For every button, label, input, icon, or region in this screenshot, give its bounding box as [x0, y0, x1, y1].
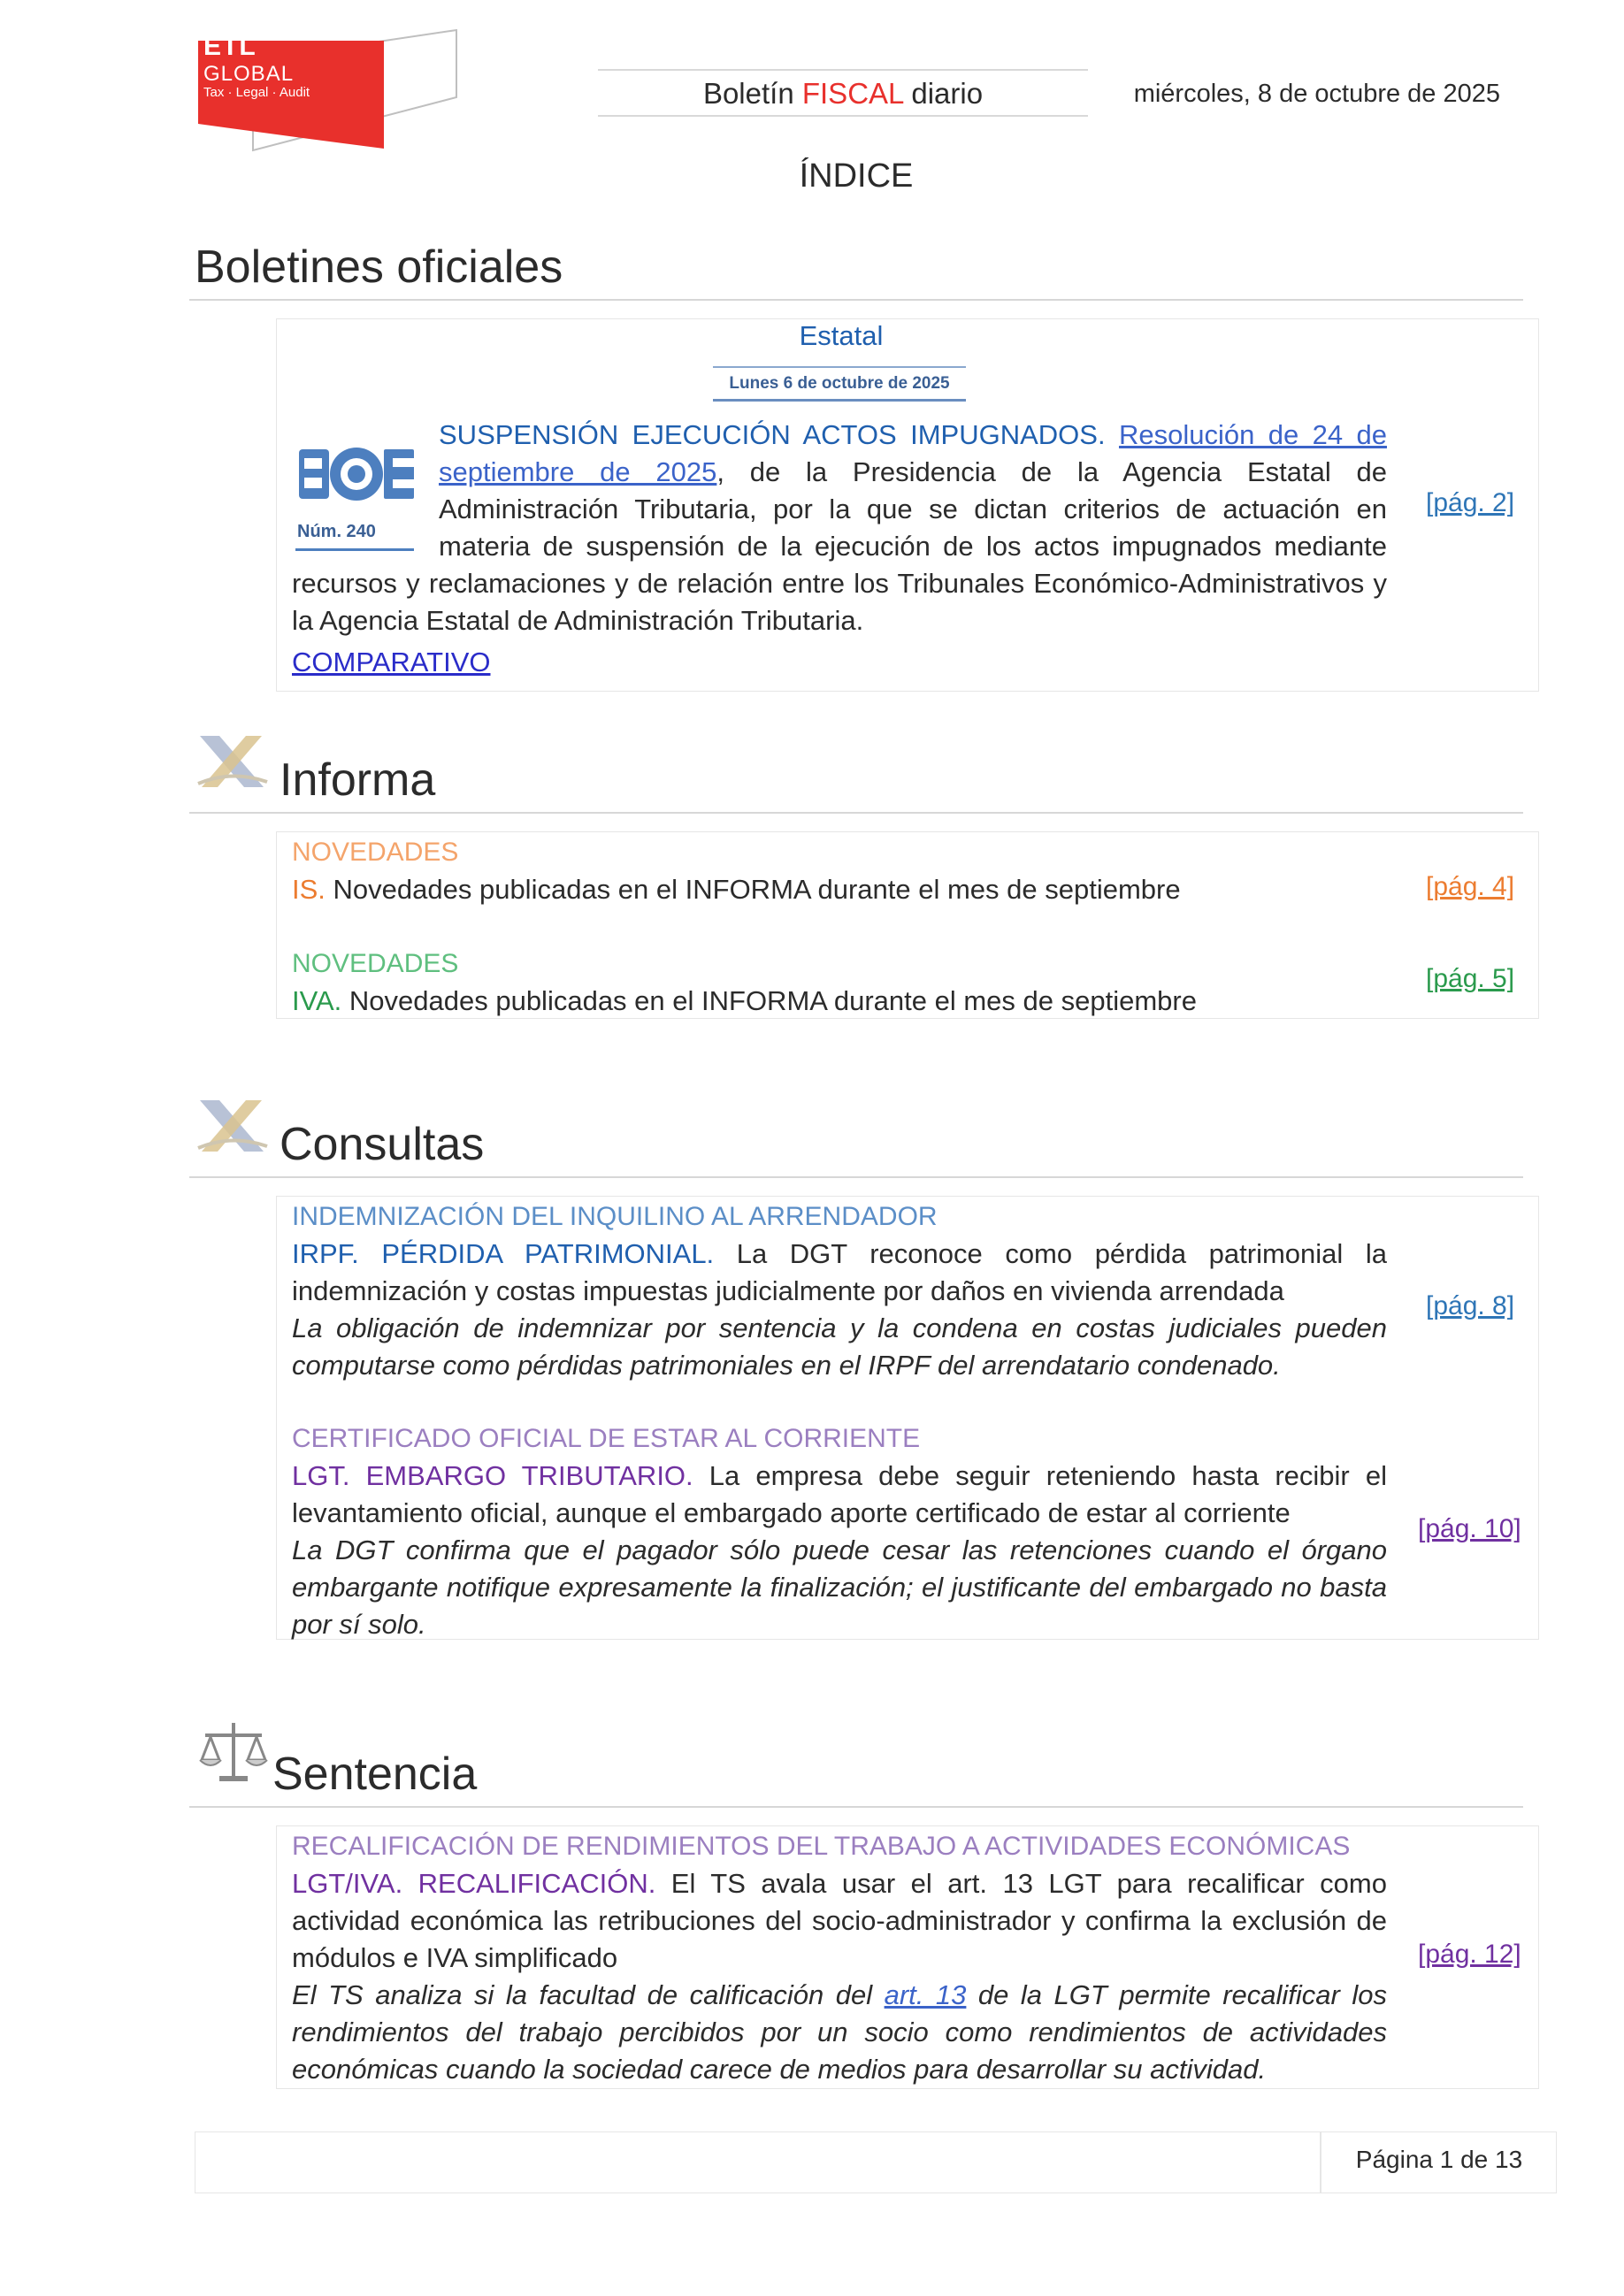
resolucion-link[interactable]: Resolución de 24 de septiembre de 2025	[439, 419, 1387, 487]
item-lead: SUSPENSIÓN EJECUCIÓN ACTOS IMPUGNADOS.	[439, 419, 1106, 450]
informa-item-2: IVA. Novedades publicadas en el INFORMA durante el mes de septiembre	[292, 985, 1197, 1016]
art13-link[interactable]: art. 13	[884, 1979, 967, 2010]
index-title: ÍNDICE	[799, 157, 914, 195]
aeat-icon	[196, 731, 269, 792]
header-date: miércoles, 8 de octubre de 2025	[1133, 80, 1500, 108]
date-badge	[713, 366, 966, 402]
section-rule-consultas	[189, 1176, 1523, 1178]
consultas-lead-1: IRPF. PÉRDIDA PATRIMONIAL.	[292, 1238, 715, 1269]
consultas-category-2: CERTIFICADO OFICIAL DE ESTAR AL CORRIENTE	[292, 1424, 921, 1453]
consultas-category-1: INDEMNIZACIÓN DEL INQUILINO AL ARRENDADOR	[292, 1202, 938, 1231]
consultas-item-1: IRPF. PÉRDIDA PATRIMONIAL. La DGT reconoce como pérdida patrimonial la indemnización y costas impuestas judicialmente por daños en vivienda arrendada La obligación de indemnizar por sentencia y la condena en costas judiciales pueden computarse como pérdidas patrimoniales en el IRPF del arrendatario condenado.	[292, 1236, 1387, 1384]
boe-number: Núm. 240	[297, 522, 376, 541]
aeat-icon	[196, 1095, 269, 1157]
sentencia-category: RECALIFICACIÓN DE RENDIMIENTOS DEL TRABAJO A ACTIVIDADES ECONÓMICAS	[292, 1832, 1351, 1861]
comparativo-link[interactable]: COMPARATIVO	[292, 647, 491, 677]
section-rule-informa	[189, 812, 1523, 814]
page-link-informa-2[interactable]: [pág. 5]	[1426, 964, 1515, 993]
sentencia-item: LGT/IVA. RECALIFICACIÓN. El TS avala usar el art. 13 LGT para recalificar como actividad económica las retribuciones del socio-administrador y confirma la exclusión de módulos e IVA simplificado El TS analiza si la facultad de calificación del art. 13 de la LGT permite recalificar los rendimientos del trabajo percibidos por un socio como rendimientos de actividades económicas cuando la sociedad carece de medios para desarrollar su actividad.	[292, 1865, 1387, 2088]
sentencia-lead: LGT/IVA. RECALIFICACIÓN.	[292, 1868, 656, 1899]
etl-logo	[198, 28, 460, 152]
section-title-informa: Informa	[280, 754, 436, 806]
page-link-informa-1[interactable]: [pág. 4]	[1426, 872, 1515, 901]
consultas-lead-2: LGT. EMBARGO TRIBUTARIO.	[292, 1460, 693, 1491]
section-rule-sentencia	[189, 1806, 1523, 1808]
estatal-subtitle: Estatal	[799, 320, 884, 351]
informa-category-1: NOVEDADES	[292, 838, 459, 867]
date-badge-text: Lunes 6 de octubre de 2025	[729, 374, 950, 393]
informa-item-1: IS. Novedades publicadas en el INFORMA durante el mes de septiembre	[292, 874, 1181, 905]
section-title-sentencia: Sentencia	[272, 1749, 478, 1800]
brand-mid: GLOBAL	[203, 62, 295, 86]
consultas-summary-2: La DGT confirma que el pagador sólo puede cesar las retenciones cuando el órgano embargante notifique expresamente la finalización; el justificante del embargado no basta por sí solo.	[292, 1534, 1387, 1640]
page-link-sentencia[interactable]: [pág. 12]	[1418, 1940, 1521, 1969]
header-rule-bottom	[598, 115, 1088, 117]
consultas-item-2: LGT. EMBARGO TRIBUTARIO. La empresa debe seguir reteniendo hasta recibir el levantamiento oficial, aunque el embargado aporte certificado de estar al corriente La DGT confirma que el pagador sólo puede cesar las retenciones cuando el órgano embargante notifique expresamente la finalización; el justificante del embargado no basta por sí solo.	[292, 1458, 1387, 1643]
section-rule-boletines	[189, 299, 1523, 301]
page-link-boletines[interactable]: [pág. 2]	[1426, 488, 1515, 517]
boletines-item-text: SUSPENSIÓN EJECUCIÓN ACTOS IMPUGNADOS. Resolución de 24 de septiembre de 2025, de la Presidencia de la Agencia Estatal de Administración Tributaria, por la que se dictan criterios de actuación en materia de suspensión de la ejecución de los actos impugnados mediante recursos y reclamaciones y de relación entre los Tribunales Económico-Administrativos y la Agencia Estatal de Administración Tributaria.	[292, 417, 1387, 639]
boe-float-spacer	[292, 417, 439, 565]
header-rule-top	[598, 69, 1088, 71]
page-link-consultas-1[interactable]: [pág. 8]	[1426, 1291, 1515, 1320]
informa-tax-1: IS.	[292, 874, 326, 905]
sentencia-summary: El TS analiza si la facultad de calificación del art. 13 de la LGT permite recalificar los rendimientos del trabajo percibidos por un socio como rendimientos de actividades económicas cuando la sociedad carece de medios para desarrollar su actividad.	[292, 1979, 1388, 2085]
brand-sub: Tax · Legal · Audit	[203, 85, 310, 100]
informa-tax-2: IVA.	[292, 985, 342, 1016]
page-link-consultas-2[interactable]: [pág. 10]	[1418, 1514, 1521, 1543]
scales-icon	[198, 1716, 269, 1787]
section-title-consultas: Consultas	[280, 1119, 485, 1170]
brand-top: ETL	[203, 32, 257, 61]
page-number: Página 1 de 13	[1355, 2146, 1523, 2173]
bulletin-title-accent: FISCAL	[801, 77, 904, 110]
informa-category-2: NOVEDADES	[292, 949, 459, 978]
bulletin-title: Boletín FISCAL diario	[702, 77, 984, 110]
consultas-summary-1: La obligación de indemnizar por sentencia y la condena en costas judiciales pueden computarse como pérdidas patrimoniales en el IRPF del arrendatario condenado.	[292, 1313, 1387, 1381]
section-title-boletines: Boletines oficiales	[195, 241, 563, 293]
